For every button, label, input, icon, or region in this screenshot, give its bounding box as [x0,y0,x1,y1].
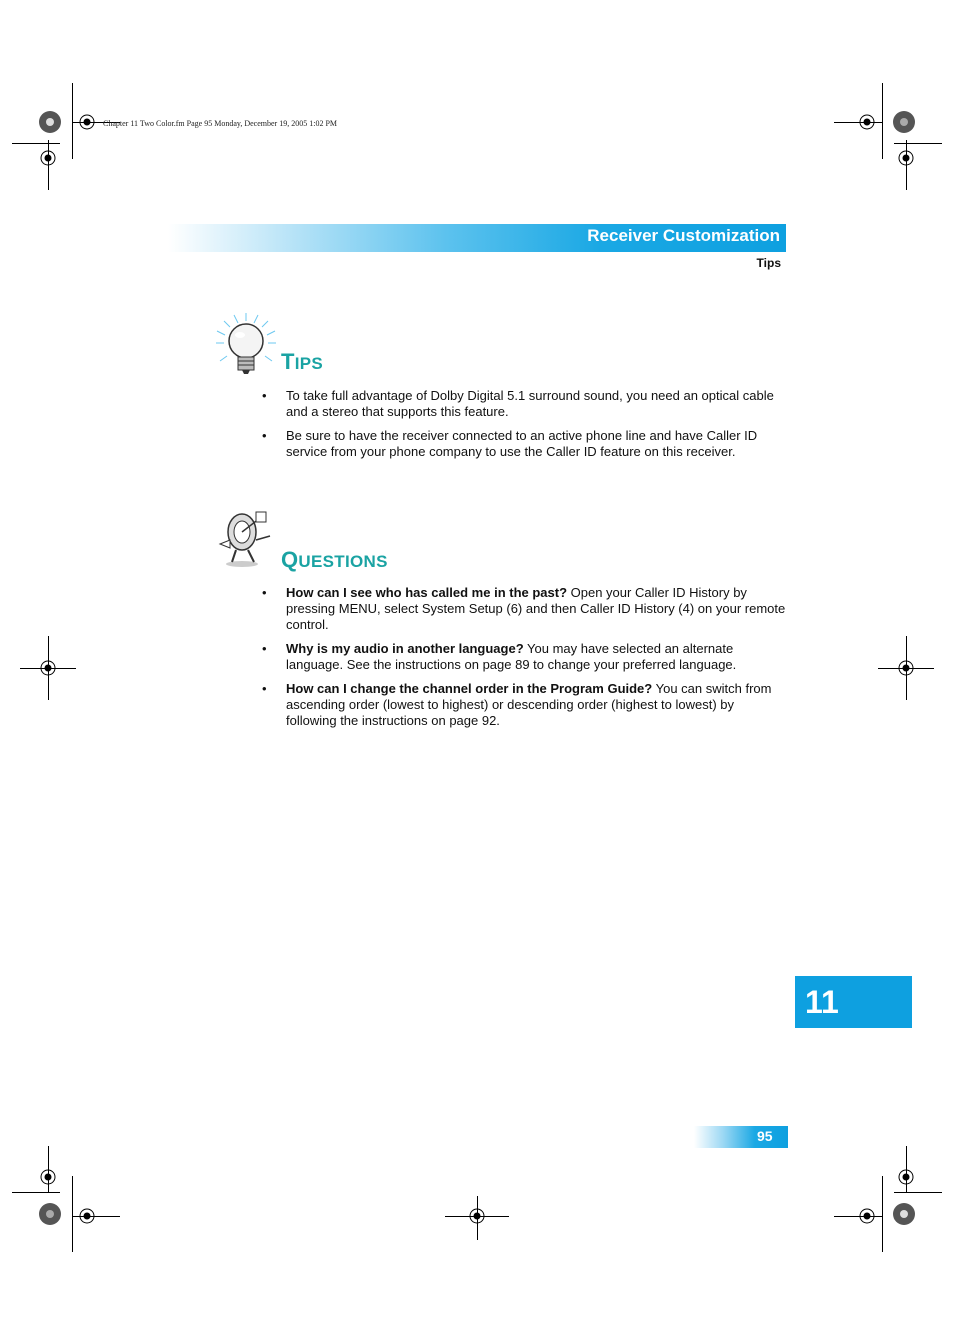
registration-mark-icon [860,1209,874,1223]
registration-mark-icon [899,1170,913,1184]
star-target-icon [893,1203,915,1225]
page-number-band [694,1126,788,1148]
page-number: 95 [757,1128,773,1144]
list-item: • Why is my audio in another language? You may have selected an alternate language. See the instructions on page 89 to change your preferred language. [262,641,737,672]
registration-mark-icon [80,115,94,129]
registration-mark-icon [41,1170,55,1184]
registration-mark-icon [470,1209,484,1223]
list-item: • How can I change the channel order in the Program Guide? You can switch from ascending order (lowest to highest) or descending order (highest to lowest) by following the instructions on page 92. [262,681,772,728]
questions-list [262,585,787,737]
list-item: • Be sure to have the receiver connected to an active phone line and have Caller ID service from your phone company to use the Caller ID feature on this receiver. [262,428,758,459]
star-target-icon [39,1203,61,1225]
print-slug: Chapter 11 Two Color.fm Page 95 Monday, December 19, 2005 1:02 PM [103,119,338,128]
lightbulb-icon [214,311,278,377]
tips-heading: TIPS [281,349,324,374]
list-item: • How can I see who has called me in the past? Open your Caller ID History by pressing MENU, select System Setup (6) and then Caller ID History (4) on your remote control. [262,585,786,632]
registration-mark-icon [899,151,913,165]
registration-mark-icon [41,661,55,675]
star-target-icon [893,111,915,133]
chapter-number: 11 [805,984,839,1020]
registration-mark-icon [899,661,913,675]
registration-mark-icon [41,151,55,165]
page-title: Receiver Customization [587,226,780,245]
satellite-dish-mascot-icon [216,506,274,568]
registration-mark-icon [860,115,874,129]
questions-heading: QUESTIONS [281,547,388,572]
star-target-icon [39,111,61,133]
tips-list [262,388,787,468]
registration-mark-icon [80,1209,94,1223]
list-item: • To take full advantage of Dolby Digital 5.1 surround sound, you need an optical cable and a stereo that supports this feature. [262,388,774,419]
section-subtitle: Tips [756,256,781,270]
